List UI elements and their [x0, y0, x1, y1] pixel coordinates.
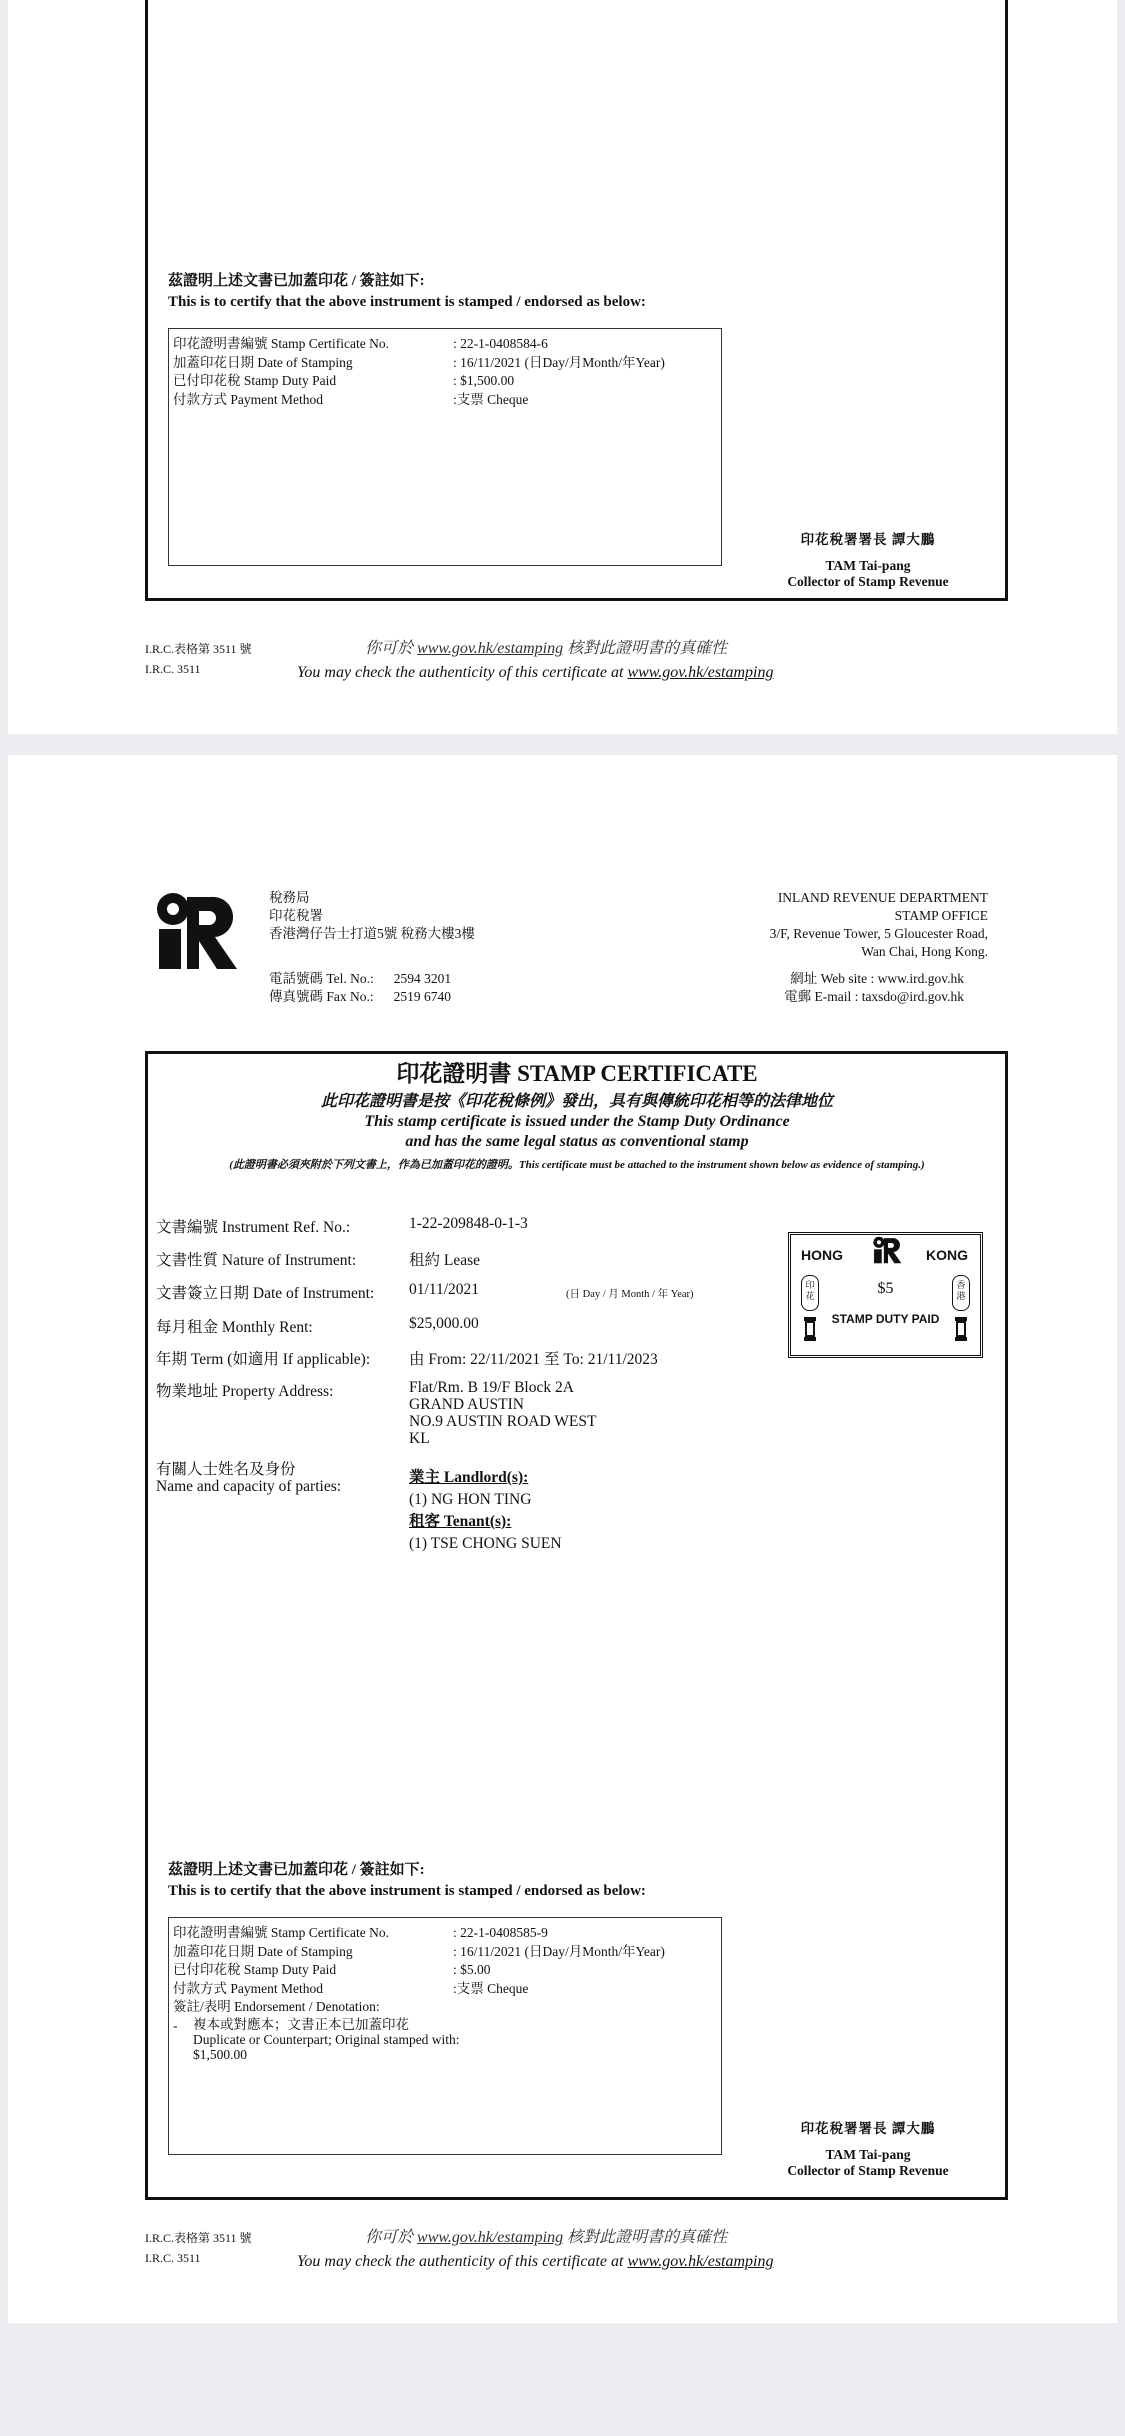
- verify-text-zh: 你可於 www.gov.hk/estamping 核對此證明書的真確性: [365, 2229, 728, 2246]
- stamp-amount: $5: [877, 1280, 894, 1297]
- term-label: 年期 Term (如適用 If applicable):: [156, 1351, 371, 1368]
- duty-paid-value: : $5.00: [453, 1962, 491, 1977]
- date-format-hint: (日 Day / 月 Month / 年 Year): [566, 1289, 694, 1300]
- office-address-zh: 稅務局 印花稅署 香港灣仔告士打道5號 稅務大樓3樓: [269, 890, 475, 941]
- rent-value: $25,000.00: [409, 1315, 479, 1332]
- ref-label: 文書編號 Instrument Ref. No.:: [156, 1219, 351, 1236]
- website-text: 網址 Web site : www.ird.gov.hk: [790, 971, 964, 986]
- verify-text-en: You may check the authenticity of this certificate at www.gov.hk/estamping: [297, 664, 774, 681]
- fax-number: 2519 6740: [393, 989, 451, 1004]
- address-value: Flat/Rm. B 19/F Block 2A GRAND AUSTIN NO.9 AUSTIN ROAD WEST KL: [409, 1379, 597, 1447]
- payment-row: 付款方式 Payment Method :支票 Cheque: [173, 1980, 717, 1999]
- seal-pillar-icon: [954, 1317, 968, 1341]
- landlord-heading: 業主 Landlord(s):: [409, 1469, 529, 1486]
- cert-no-row: 印花證明書編號 Stamp Certificate No. : 22-1-0408585-9: [173, 1924, 717, 1943]
- payment-value: :支票 Cheque: [453, 391, 529, 407]
- tenant-heading: 租客 Tenant(s):: [409, 1513, 512, 1530]
- certify-heading-en: This is to certify that the above instrument is stamped / endorsed as below:: [168, 294, 646, 310]
- estamping-link[interactable]: www.gov.hk/estamping: [417, 640, 564, 657]
- endorsement-label: 簽註/表明 Endorsement / Denotation:: [173, 1999, 380, 2014]
- verify-text-en: You may check the authenticity of this certificate at www.gov.hk/estamping: [297, 2253, 774, 2270]
- ird-logo-icon: [153, 891, 239, 971]
- parties-value: [409, 1467, 562, 1555]
- rent-label: 每月租金 Monthly Rent:: [156, 1319, 313, 1336]
- nature-value: 租約 Lease: [409, 1252, 481, 1269]
- seal-side-right: 香港: [952, 1275, 970, 1311]
- estamping-link[interactable]: www.gov.hk/estamping: [627, 664, 774, 681]
- cert-no-value: : 22-1-0408585-9: [453, 1925, 548, 1940]
- address-label: 物業地址 Property Address:: [156, 1383, 334, 1400]
- stamping-details-box: [168, 328, 722, 566]
- date-stamping-value: : 16/11/2021 (日Day/月Month/年Year): [453, 1943, 665, 1959]
- endorsement-item: - 複本或對應本；文書正本已加蓋印花 Duplicate or Counterpart; Original stamped with:: [173, 2016, 460, 2047]
- certificate-page-2: 稅務局 印花稅署 香港灣仔告士打道5號 稅務大樓3樓 INLAND REVENUE DEPARTMENT STAMP OFFICE 3/F, Revenue Tower, 5 Gloucester Road, Wan Chai, Hong Kong. 電話號碼 Tel. No.: 2594 3201 傳真號碼 Fax No.: 2519 6740 網址 Web site : www.ird.gov.hk 電郵 E-mail : taxsdo@ird.gov.hk 印花證明書 STAMP CERTIFICATE 此印花證明書是按《印花稅條例》發出，具有與傳統印花相等的法律地位 This stamp certificate is issued under the Stamp Duty Ordinance and has the same legal status as conventional stamp (此證明書必須夾附於下列文書上，作為已加蓋印花的證明。This certificate must be attached to the instrument shown below as evidence of stamping.) 文書編號 Instrument Ref. No.: 1-22-209848-0-1-3 文書性質 Nature of Instrument: 租約 Lease 文書簽立日期 Date of Instrument: 01/11/2021 (日 Day / 月 Month / 年 Year) 每月租金 Monthly Rent: $25,000.00 年期 Term (如適用 If applicable): 由 From: 22/11/2021 至 To: 21/11/2023 物業地址 Property Address: Flat/Rm. B 19/F Block 2A GRAND AUSTIN NO.9 AUSTIN ROAD WEST KL 有關人士姓名及身份 Name and capacity of parties: 業主 Landlord(s): (1) NG HON TING 租客 Tenant(s): (1) TSE CHONG SUEN HONG KONG 印花 香港 $5 STAMP DUTY PAID 茲證明上述文書已加蓋印花 / 簽註如下: This is to certify that the above instrument is stamped / endorsed as below: 印花證明書編號 Stamp Certificate No. : 22-1-0408585-9 加蓋印花日期 Date of Stamping : 16/11/2021 (日Day/月Month/年Year) 已付印花稅 Stamp Duty Paid : $5.00 付款方式 Payment Method :支票 Cheque 簽註/表明 Endorsement / Denotation: - 複本或對應本；文書正本已加蓋印花 Duplicate or Counterpart; Original stamped with: $1,500.00 印花稅署署長 譚大鵬 TAM Tai-pang Collector of Stamp Revenue I.R.C.表格第 3511 號 I.R.C. 3511 你可於 www.gov.hk/estamping 核對此證明書的真確性 You may check the authenticity of this certificate at www.gov.hk/estamping: [8, 755, 1117, 2323]
- ird-mini-logo-icon: [871, 1236, 903, 1264]
- signature-block: 印花稅署署長 譚大鵬 TAM Tai-pang Collector of Stamp Revenue: [787, 2121, 949, 2178]
- certificate-title: 印花證明書 STAMP CERTIFICATE: [396, 1061, 758, 1086]
- landlord-name: (1) NG HON TING: [409, 1491, 532, 1508]
- stamping-details-box: [168, 1917, 722, 2155]
- certify-heading-en: This is to certify that the above instrument is stamped / endorsed as below:: [168, 1883, 646, 1899]
- cert-no-row: 印花證明書編號 Stamp Certificate No. : 22-1-0408584-6: [173, 335, 717, 354]
- phone-fax-block: 電話號碼 Tel. No.: 2594 3201 傳真號碼 Fax No.: 2519 6740: [269, 971, 452, 1004]
- seal-pillar-icon: [803, 1317, 817, 1341]
- tenant-name: (1) TSE CHONG SUEN: [409, 1535, 562, 1552]
- stamp-duty-paid-seal: HONG KONG 印花 香港 $5 STAMP DUTY PAID: [788, 1232, 983, 1358]
- office-address-en: INLAND REVENUE DEPARTMENT STAMP OFFICE 3/F, Revenue Tower, 5 Gloucester Road, Wan Chai, Hong Kong.: [769, 890, 988, 959]
- verify-text-zh: 你可於 www.gov.hk/estamping 核對此證明書的真確性: [365, 640, 728, 657]
- term-value: 由 From: 22/11/2021 至 To: 21/11/2023: [409, 1351, 658, 1368]
- certify-heading: [168, 1860, 646, 1902]
- duty-paid-row: 已付印花稅 Stamp Duty Paid : $1,500.00: [173, 372, 717, 391]
- instrument-date-label: 文書簽立日期 Date of Instrument:: [156, 1285, 375, 1302]
- certify-heading-zh: 茲證明上述文書已加蓋印花 / 簽註如下:: [168, 1862, 425, 1878]
- tel-number: 2594 3201: [393, 971, 452, 986]
- date-stamping-value: : 16/11/2021 (日Day/月Month/年Year): [453, 354, 665, 370]
- email-text: 電郵 E-mail : taxsdo@ird.gov.hk: [784, 989, 964, 1004]
- duty-paid-row: 已付印花稅 Stamp Duty Paid : $5.00: [173, 1961, 717, 1980]
- ref-value: 1-22-209848-0-1-3: [409, 1215, 528, 1232]
- payment-row: 付款方式 Payment Method :支票 Cheque: [173, 391, 717, 410]
- date-stamping-row: 加蓋印花日期 Date of Stamping : 16/11/2021 (日Day/月Month/年Year): [173, 354, 717, 373]
- certificate-page-1: 茲證明上述文書已加蓋印花 / 簽註如下: This is to certify that the above instrument is stamped / endorsed as below: 印花證明書編號 Stamp Certificate No. : 22-1-0408584-6 加蓋印花日期 Date of Stamping : 16/11/2021 (日Day/月Month/年Year) 已付印花稅 Stamp Duty Paid : $1,500.00 付款方式 Payment Method :支票 Cheque 印花稅署署長 譚大鵬 TAM Tai-pang Collector of Stamp Revenue I.R.C.表格第 3511 號 I.R.C. 3511 你可於 www.gov.hk/estamping 核對此證明書的真確性 You may check the authenticity of this certificate at www.gov.hk/estamping: [8, 0, 1117, 734]
- payment-value: :支票 Cheque: [453, 1980, 529, 1996]
- stamp-paid-label: STAMP DUTY PAID: [831, 1312, 940, 1326]
- cert-no-value: : 22-1-0408584-6: [453, 336, 548, 351]
- nature-label: 文書性質 Nature of Instrument:: [156, 1252, 357, 1269]
- signature-block: 印花稅署署長 譚大鵬 TAM Tai-pang Collector of Stamp Revenue: [787, 532, 949, 589]
- instrument-date-value: 01/11/2021: [409, 1281, 480, 1298]
- duty-paid-value: : $1,500.00: [453, 373, 515, 388]
- parties-label: 有關人士姓名及身份 Name and capacity of parties:: [156, 1461, 342, 1495]
- endorsement-amount: $1,500.00: [193, 2046, 247, 2062]
- attach-note: (此證明書必須夾附於下列文書上，作為已加蓋印花的證明。This certificate must be attached to the instrument shown below as evidence of stamping.): [229, 1159, 925, 1171]
- certify-heading-zh: 茲證明上述文書已加蓋印花 / 簽註如下:: [168, 273, 425, 289]
- certify-heading: [168, 271, 646, 313]
- certificate-subtitle: 此印花證明書是按《印花稅條例》發出，具有與傳統印花相等的法律地位 This stamp certificate is issued under the Stamp Duty Ordinance and has the same legal status as conventional stamp: [320, 1093, 833, 1150]
- estamping-link[interactable]: www.gov.hk/estamping: [627, 2253, 774, 2270]
- seal-side-left: 印花: [801, 1275, 819, 1311]
- estamping-link[interactable]: www.gov.hk/estamping: [417, 2229, 564, 2246]
- date-stamping-row: 加蓋印花日期 Date of Stamping : 16/11/2021 (日Day/月Month/年Year): [173, 1943, 717, 1962]
- web-email-block: [698, 970, 964, 1006]
